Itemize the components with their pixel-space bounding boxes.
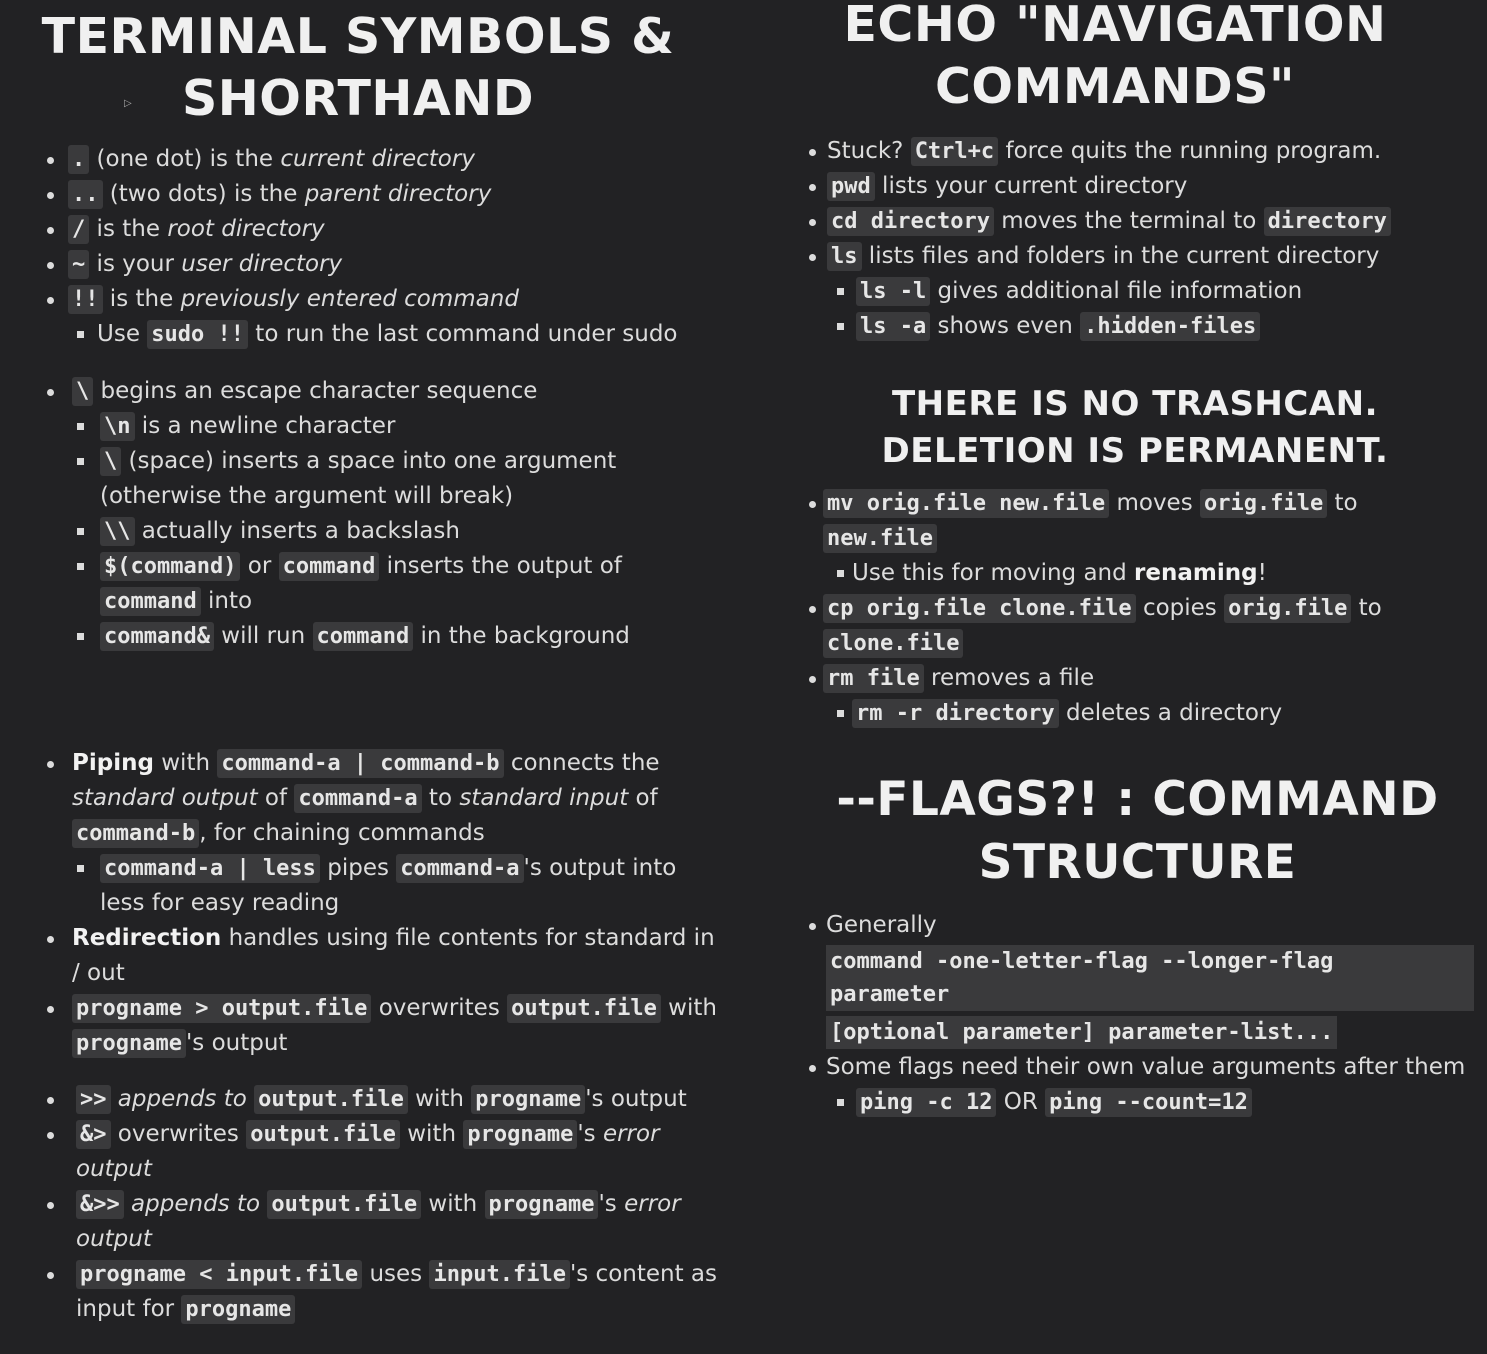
code-snippet: sudo !! [147,320,248,349]
code-snippet: pwd [827,172,875,201]
code-snippet: orig.file [1224,594,1351,623]
list-item: cd directory moves the terminal to directory [790,204,1480,239]
list-item: cp orig.file clone.file copies orig.file to clone.file [790,591,1450,661]
deletion-list [790,486,1450,731]
code-snippet: directory [1264,207,1391,236]
code-snippet: new.file [823,524,937,553]
code-line: parameter [830,982,950,1007]
list-item: command-a | less pipes command-a 's output into less for easy reading [0,851,722,921]
symbols-list [0,142,740,352]
code-snippet: command-b [72,819,199,848]
code-snippet: output.file [246,1120,400,1149]
trashcan-heading-line2: DELETION IS PERMANENT. [881,431,1389,471]
code-snippet: cd directory [827,207,994,236]
code-snippet: \ [72,377,93,406]
code-snippet: orig.file [1200,489,1327,518]
code-snippet: output.file [267,1190,421,1219]
code-snippet: command [279,552,380,581]
list-item: .. (two dots) is the parent directory [0,177,740,212]
code-snippet: .. [68,180,103,209]
code-snippet: input.file [429,1260,569,1289]
code-snippet: &>> [76,1190,124,1219]
navigation-title [790,0,1440,118]
list-item: Piping with command-a | command-b connects the standard output of command-a to standard input of command-b , for chaining commands [0,746,722,851]
left-title-line2: SHORTHAND [181,70,535,127]
list-item: rm file removes a file [790,661,1450,696]
code-snippet: mv orig.file new.file [823,489,1109,518]
list-item: >> appends to output.file with progname 's output [0,1082,722,1117]
navigation-title-line1: ECHO "NAVIGATION [843,0,1387,53]
list-item: !! is the previously entered command [0,282,740,317]
code-snippet: \ [100,447,121,476]
list-item: progname > output.file overwrites output.file with progname 's output [0,991,722,1061]
list-item: ~ is your user directory [0,247,740,282]
code-snippet: \\ [100,517,135,546]
flags-title-line1: --FLAGS?! : COMMAND [836,772,1439,827]
code-snippet: progname [485,1190,599,1219]
code-snippet: progname [463,1120,577,1149]
list-item: progname < input.file uses input.file 's content as input for progname [0,1257,722,1327]
code-line: [optional parameter] parameter-list... [826,1016,1337,1049]
code-snippet: clone.file [823,629,963,658]
code-snippet: output.file [254,1085,408,1114]
code-snippet: rm file [823,664,924,693]
list-item: ls lists files and folders in the current directory [790,239,1480,274]
code-snippet: >> [76,1085,111,1114]
code-snippet: progname [471,1085,585,1114]
code-snippet: cp orig.file clone.file [823,594,1136,623]
code-snippet: / [68,215,89,244]
flags-list [790,908,1480,1120]
code-snippet: ~ [68,250,89,279]
code-snippet: .hidden-files [1080,312,1260,341]
code-snippet: progname [72,1029,186,1058]
code-snippet: command [313,622,414,651]
command-structure-block [826,945,1474,1011]
left-title-line1: TERMINAL SYMBOLS & [41,8,675,65]
list-item: Some flags need their own value arguments after them [790,1050,1480,1085]
code-snippet: ls -a [856,312,930,341]
list-item: pwd lists your current directory [790,169,1480,204]
redirect-list [0,1082,722,1327]
flags-title-line2: STRUCTURE [978,835,1297,890]
list-item: rm -r directory deletes a directory [790,696,1450,731]
list-item: command& will run command in the background [0,619,725,654]
list-item: $(command) or command inserts the output of command into [0,549,725,619]
list-item: Use this for moving and renaming! [790,556,1450,591]
code-snippet: command-a | command-b [217,749,503,778]
navigation-title-line2: COMMANDS" [934,58,1296,115]
list-item: . (one dot) is the current directory [0,142,740,177]
code-snippet: ls -l [856,277,930,306]
code-snippet: command-a [396,854,523,883]
left-title [0,6,716,130]
navigation-list [790,134,1480,344]
escape-list [0,374,725,654]
flags-title [790,768,1485,894]
list-item: Stuck? Ctrl+c force quits the running program. [790,134,1480,169]
code-snippet: ping -c 12 [856,1088,996,1117]
code-snippet: ls [827,242,862,271]
code-snippet: command-a [294,784,421,813]
code-snippet: command [100,587,201,616]
code-snippet: command-a | less [100,854,320,883]
code-snippet: . [68,145,89,174]
list-item: / is the root directory [0,212,740,247]
code-snippet: progname > output.file [72,994,371,1023]
list-item: &> overwrites output.file with progname 's error output [0,1117,722,1187]
code-snippet: !! [68,285,103,314]
code-snippet: progname < input.file [76,1260,362,1289]
code-snippet: command& [100,622,214,651]
code-snippet: ping --count=12 [1045,1088,1252,1117]
code-snippet: $(command) [100,552,240,581]
mouse-cursor-icon: ▷ [124,98,132,109]
list-item: \ (space) inserts a space into one argument (otherwise the argument will break) [0,444,725,514]
trashcan-heading [790,381,1480,475]
list-item: \n is a newline character [0,409,725,444]
trashcan-heading-line1: THERE IS NO TRASHCAN. [891,384,1379,424]
code-snippet: Ctrl+c [911,137,998,166]
list-item: ls -a shows even .hidden-files [790,309,1480,344]
list-item: \ begins an escape character sequence [0,374,725,409]
list-item: \\ actually inserts a backslash [0,514,725,549]
list-item: mv orig.file new.file moves orig.file to new.file [790,486,1450,556]
list-item: ping -c 12 OR ping --count=12 [790,1085,1480,1120]
list-item: ls -l gives additional file information [790,274,1480,309]
code-snippet: progname [181,1295,295,1324]
list-item: Generally command -one-letter-flag --longer-flag parameter [optional parameter] parameter-list... [790,908,1480,1050]
list-item: Redirection handles using file contents for standard in / out [0,921,722,991]
piping-list [0,746,722,1061]
code-snippet: rm -r directory [852,699,1059,728]
code-line: command -one-letter-flag --longer-flag [830,949,1334,974]
code-snippet: output.file [507,994,661,1023]
list-item: &>> appends to output.file with progname 's error output [0,1187,722,1257]
code-snippet: &> [76,1120,111,1149]
code-snippet: \n [100,412,135,441]
list-item: Use sudo !! to run the last command under sudo [0,317,740,352]
